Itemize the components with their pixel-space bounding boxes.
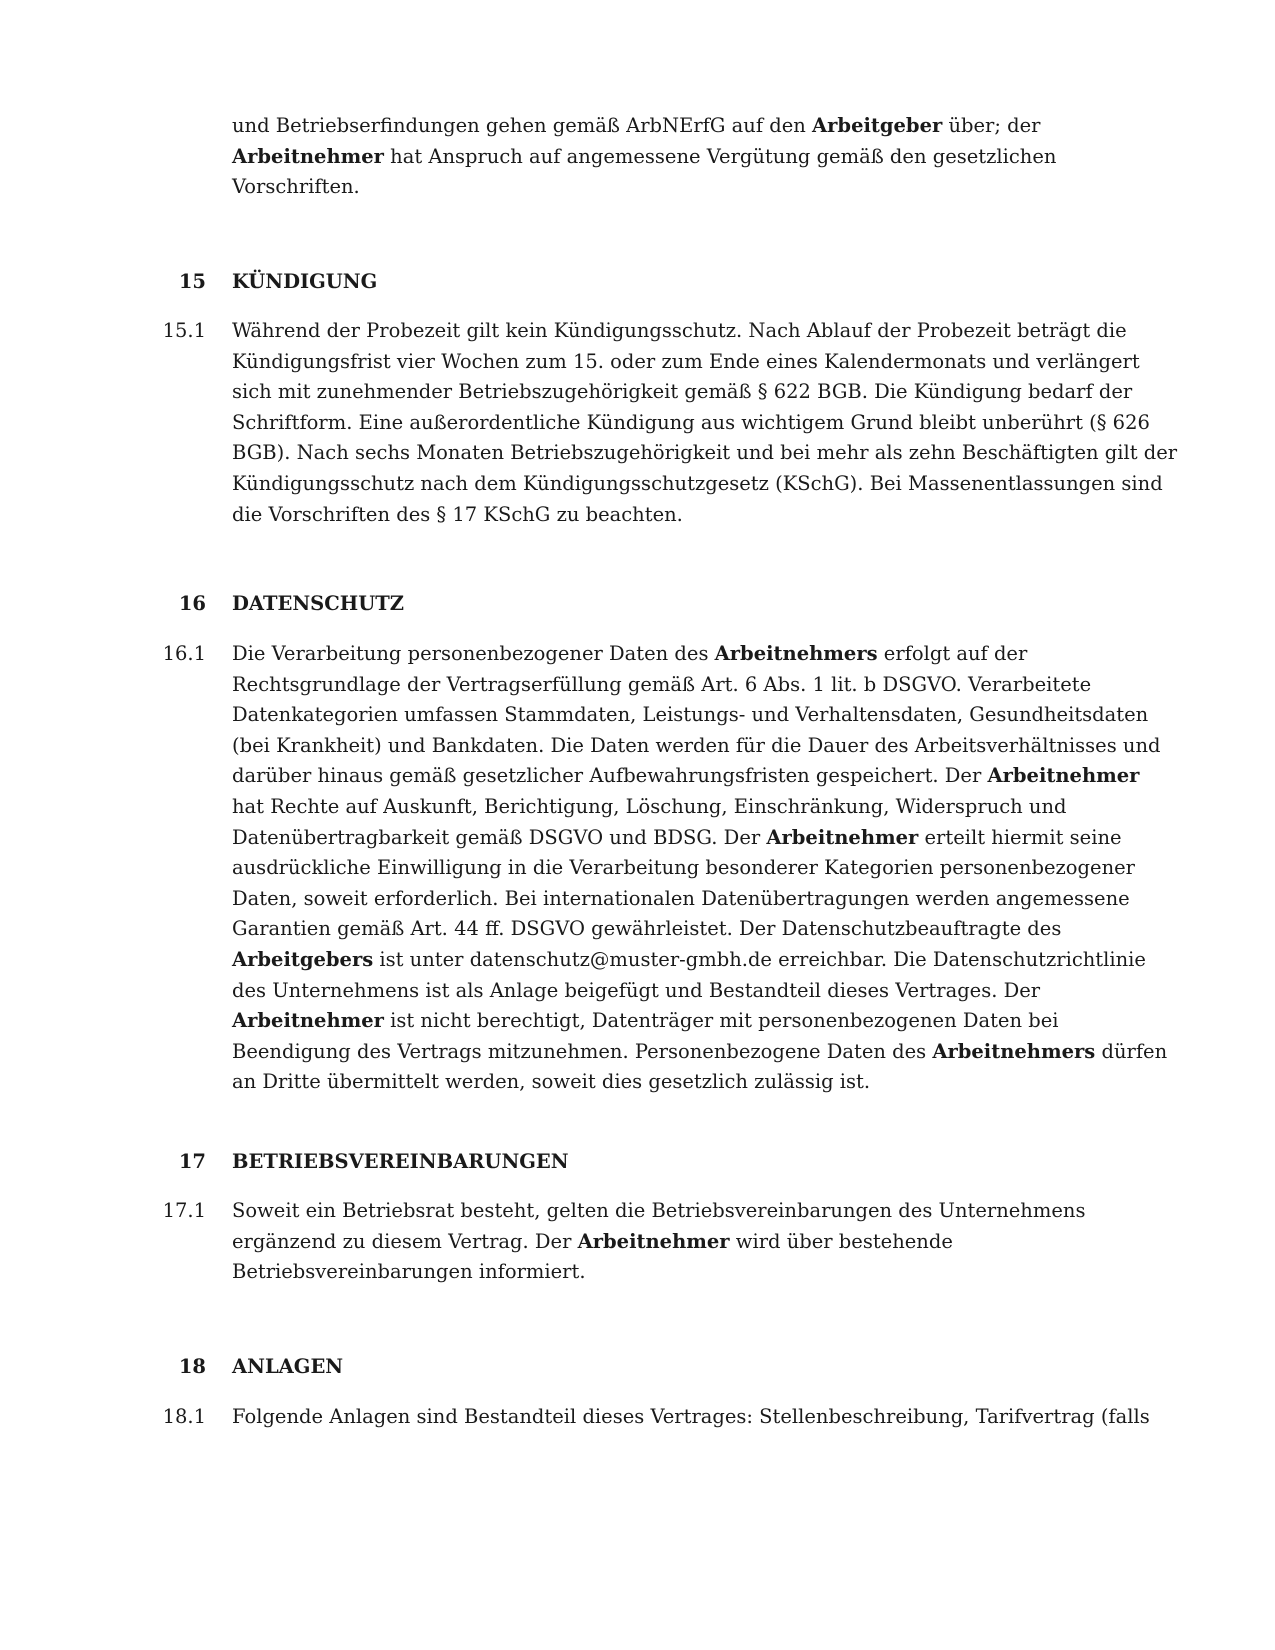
section-number: 17 — [178, 1150, 206, 1173]
text-run: Beendigung des Vertrags mitzunehmen. Personenbezogene Daten des — [232, 1039, 933, 1063]
text-run: BGB). Nach sechs Monaten Betriebszugehörigkeit und bei mehr als zehn Beschäftigten gilt der — [232, 441, 1178, 465]
bold-term: Arbeitnehmer — [766, 825, 919, 849]
text-run: ausdrückliche Einwilligung in die Verarbeitung besonderer Kategorien personenbezogener — [232, 856, 1135, 880]
text-run: und Betriebserfindungen gehen gemäß ArbNErfG auf den — [232, 114, 813, 137]
text-run: Rechtsgrundlage der Vertragserfüllung gemäß Art. 6 Abs. 1 lit. b DSGVO. Verarbeitete — [232, 672, 1092, 696]
text-line — [232, 1402, 1150, 1433]
bold-term: Arbeitgebers — [232, 947, 374, 971]
text-run: Datenkategorien umfassen Stammdaten, Leistungs- und Verhaltensdaten, Gesundheitsdaten — [232, 703, 1149, 727]
text-run: Folgende Anlagen sind Bestandteil dieses Vertrages: Stellenbeschreibung, Tarifvertrag (falls — [232, 1405, 1150, 1428]
text-run: sich mit zunehmender Betriebszugehörigkeit gemäß § 622 BGB. Die Kündigung bedarf der — [232, 380, 1133, 404]
section-title: ANLAGEN — [232, 1355, 344, 1378]
text-line — [232, 1227, 1140, 1258]
section-title: BETRIEBSVEREINBARUNGEN — [232, 1150, 569, 1173]
text-run: Kündigungsschutz nach dem Kündigungsschutzgesetz (KSchG). Bei Massenentlassungen sind — [232, 471, 1163, 495]
section-number: 15 — [178, 270, 206, 293]
text-run: ist unter datenschutz@muster-gmbh.de erreichbar. Die Datenschutzrichtlinie — [373, 947, 1146, 971]
text-line — [232, 761, 1142, 792]
text-run: über; der — [942, 114, 1041, 137]
text-line — [232, 731, 1161, 762]
text-line — [232, 1067, 1142, 1098]
section-heading-17 — [140, 1147, 1140, 1177]
text-run: hat Anspruch auf angemessene Vergütung gemäß den gesetzlichen — [383, 144, 1057, 168]
text-run: Die Verarbeitung personenbezogener Daten des — [232, 642, 715, 665]
text-line — [232, 853, 1142, 884]
text-run: Datenübertragbarkeit gemäß DSGVO und BDSG. Der — [232, 825, 767, 849]
text-line — [232, 1257, 1140, 1288]
text-line — [232, 1006, 1142, 1037]
clause-number: 16.1 — [162, 642, 206, 665]
text-run: hat Rechte auf Auskunft, Berichtigung, Löschung, Einschränkung, Widerspruch und — [232, 794, 1067, 818]
section-heading-18 — [140, 1352, 1140, 1382]
text-run: Soweit ein Betriebsrat besteht, gelten die Betriebsvereinbarungen des Unternehmens — [232, 1199, 1086, 1222]
text-line — [232, 316, 1142, 347]
text-line — [232, 347, 1142, 378]
text-line — [232, 172, 1140, 203]
text-line — [232, 408, 1150, 439]
section-heading-16 — [140, 589, 1140, 619]
text-run: ergänzend zu diesem Vertrag. Der — [232, 1229, 578, 1253]
bold-term: Arbeitnehmer — [232, 144, 384, 168]
text-line — [232, 976, 1142, 1007]
clause-17-1 — [140, 1196, 1140, 1288]
text-line — [232, 945, 1146, 976]
text-run: des Unternehmens ist als Anlage beigefügt und Bestandteil dieses Vertrages. Der — [232, 978, 1041, 1002]
text-run: Schriftform. Eine außerordentliche Kündigung aus wichtigem Grund bleibt unberührt (§ 626 — [232, 410, 1150, 434]
clause-15-1 — [140, 316, 1178, 530]
clause-number: 18.1 — [162, 1405, 206, 1428]
bold-term: Arbeitgeber — [812, 114, 943, 137]
paragraph-text — [232, 111, 1140, 203]
section-heading-15 — [140, 267, 1140, 297]
section-title: KÜNDIGUNG — [232, 270, 378, 293]
text-run: (bei Krankheit) und Bankdaten. Die Daten werden für die Dauer des Arbeitsverhältnisses und — [232, 733, 1161, 757]
text-line — [232, 639, 1142, 670]
text-run: Während der Probezeit gilt kein Kündigungsschutz. Nach Ablauf der Probezeit beträgt die — [232, 319, 1127, 342]
text-line — [232, 914, 1142, 945]
text-line — [232, 500, 1142, 531]
clause-number: 15.1 — [162, 319, 206, 342]
text-line — [232, 823, 1142, 854]
text-line — [232, 111, 1140, 142]
text-run: Vorschriften. — [232, 175, 360, 199]
section-number: 16 — [178, 592, 206, 615]
clause-text — [232, 1196, 1140, 1288]
section-title: DATENSCHUTZ — [232, 592, 404, 615]
text-line — [232, 670, 1142, 701]
text-run: Garantien gemäß Art. 44 ff. DSGVO gewährleistet. Der Datenschutzbeauftragte des — [232, 917, 1062, 941]
bold-term: Arbeitnehmer — [232, 1009, 384, 1033]
text-line — [232, 1196, 1140, 1227]
clause-text — [232, 316, 1178, 530]
text-run: Kündigungsfrist vier Wochen zum 15. oder zum Ende eines Kalendermonats und verlängert — [232, 349, 1140, 373]
text-line — [232, 142, 1140, 173]
text-line — [232, 469, 1163, 500]
text-line — [232, 884, 1142, 915]
text-line — [232, 438, 1178, 469]
text-run: erfolgt auf der — [877, 642, 1028, 665]
text-run: Daten, soweit erforderlich. Bei internationalen Datenübertragungen werden angemessene — [232, 886, 1130, 910]
text-run: Betriebsvereinbarungen informiert. — [232, 1260, 586, 1284]
text-line — [232, 1037, 1168, 1068]
bold-term: Arbeitnehmers — [932, 1039, 1096, 1063]
clause-text — [232, 639, 1168, 1098]
bold-term: Arbeitnehmer — [577, 1229, 730, 1253]
text-line — [232, 700, 1149, 731]
text-run: dürfen — [1095, 1039, 1168, 1063]
text-line — [232, 792, 1142, 823]
clause-text — [232, 1402, 1150, 1433]
text-run: wird über bestehende — [729, 1229, 953, 1253]
text-run: die Vorschriften des § 17 KSchG zu beachten. — [232, 502, 683, 526]
text-run: an Dritte übermittelt werden, soweit dies gesetzlich zulässig ist. — [232, 1070, 871, 1094]
bold-term: Arbeitnehmers — [714, 642, 878, 665]
text-run: ist nicht berechtigt, Datenträger mit personenbezogenen Daten bei — [383, 1009, 1059, 1033]
text-run: darüber hinaus gemäß gesetzlicher Aufbewahrungsfristen gespeichert. Der — [232, 764, 988, 788]
clause-number: 17.1 — [162, 1199, 206, 1222]
continuation-paragraph — [140, 111, 1140, 203]
clause-18-1 — [140, 1402, 1150, 1433]
clause-16-1 — [140, 639, 1168, 1098]
text-run: erteilt hiermit seine — [918, 825, 1122, 849]
bold-term: Arbeitnehmer — [987, 764, 1140, 788]
text-line — [232, 377, 1142, 408]
section-number: 18 — [178, 1355, 206, 1378]
